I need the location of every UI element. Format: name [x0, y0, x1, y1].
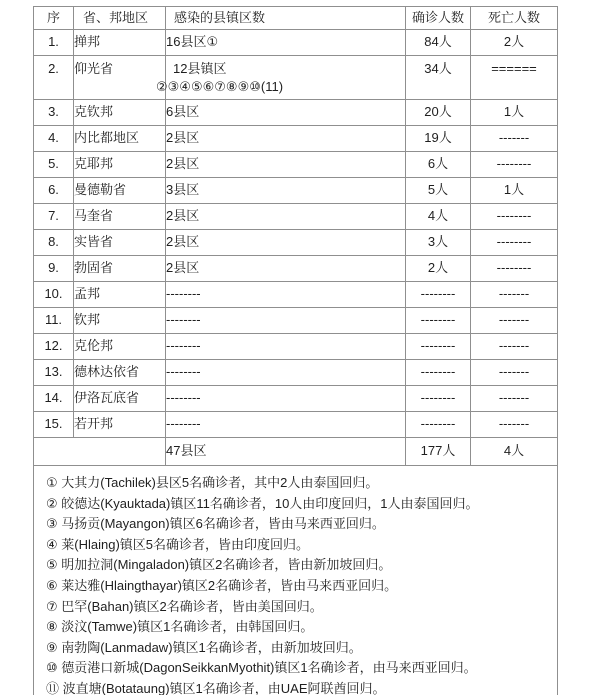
- region-cell: 仰光省: [74, 56, 166, 100]
- footnote: ④ 莱(Hlaing)镇区5名确诊者，皆由印度回归。: [46, 536, 310, 552]
- region-cell: 实皆省: [74, 230, 166, 256]
- footnote: ⑦ 巴罕(Bahan)镇区2名确诊者，皆由美国回归。: [46, 598, 323, 614]
- footnote: ③ 马扬贡(Mayangon)镇区6名确诊者，皆由马来西亚回归。: [46, 516, 385, 532]
- districts-cell: --------: [166, 386, 406, 412]
- footnote: ⑨ 南勃陶(Lanmadaw)镇区1名确诊者，由新加坡回归。: [46, 639, 362, 655]
- seq-cell: 11.: [34, 308, 74, 334]
- seq-cell: 14.: [34, 386, 74, 412]
- covid-region-table: [33, 6, 558, 695]
- seq-cell: 15.: [34, 412, 74, 438]
- confirmed-cell: 3人: [406, 230, 471, 256]
- region-row: [34, 56, 558, 100]
- total-empty-cell: [34, 438, 166, 466]
- footnote: ⑪ 波直塘(Botataung)镇区1名确诊者，由UAE阿联酋回归。: [46, 680, 386, 695]
- districts-cell: --------: [166, 308, 406, 334]
- confirmed-cell: --------: [406, 308, 471, 334]
- seq-cell: 8.: [34, 230, 74, 256]
- confirmed-cell: --------: [406, 412, 471, 438]
- deaths-cell: 1人: [471, 100, 558, 126]
- deaths-cell: --------: [471, 152, 558, 178]
- region-cell: 克伦邦: [74, 334, 166, 360]
- districts-cell: 6县区: [166, 100, 406, 126]
- districts-cell: [156, 56, 406, 100]
- districts-cell: --------: [166, 360, 406, 386]
- region-cell: 马奎省: [74, 204, 166, 230]
- header-region: 省、邦地区: [74, 7, 166, 30]
- districts-line2: ②③④⑤⑥⑦⑧⑨⑩(11): [156, 79, 284, 95]
- region-row: [34, 360, 558, 386]
- seq-cell: 12.: [34, 334, 74, 360]
- districts-cell: --------: [166, 412, 406, 438]
- region-row: [34, 152, 558, 178]
- region-cell: 钦邦: [74, 308, 166, 334]
- seq-cell: 9.: [34, 256, 74, 282]
- total-deaths-cell: 4人: [471, 438, 558, 466]
- region-cell: 掸邦: [74, 30, 166, 56]
- region-row: [34, 282, 558, 308]
- region-cell: 克耶邦: [74, 152, 166, 178]
- confirmed-cell: 34人: [406, 56, 471, 100]
- region-cell: 伊洛瓦底省: [74, 386, 166, 412]
- districts-cell: --------: [166, 334, 406, 360]
- deaths-cell: 2人: [471, 30, 558, 56]
- deaths-cell: -------: [471, 360, 558, 386]
- deaths-cell: --------: [471, 230, 558, 256]
- deaths-cell: --------: [471, 256, 558, 282]
- footnote: ⑥ 莱达雅(Hlaingthayar)镇区2名确诊者，皆由马来西亚回归。: [46, 577, 398, 593]
- region-row: [34, 30, 558, 56]
- districts-line1: 12县镇区: [173, 61, 227, 76]
- table-header-row: [34, 7, 558, 30]
- deaths-cell: -------: [471, 308, 558, 334]
- region-row: [34, 230, 558, 256]
- districts-cell: 2县区: [166, 126, 406, 152]
- seq-cell: 13.: [34, 360, 74, 386]
- seq-cell: 3.: [34, 100, 74, 126]
- confirmed-cell: 4人: [406, 204, 471, 230]
- seq-cell: 5.: [34, 152, 74, 178]
- deaths-cell: -------: [471, 386, 558, 412]
- region-row: [34, 126, 558, 152]
- header-seq: 序: [34, 7, 74, 30]
- region-cell: 曼德勒省: [74, 178, 166, 204]
- districts-cell: 2县区: [166, 152, 406, 178]
- region-row: [34, 204, 558, 230]
- seq-cell: 6.: [34, 178, 74, 204]
- seq-cell: 4.: [34, 126, 74, 152]
- seq-cell: 7.: [34, 204, 74, 230]
- deaths-cell: --------: [471, 204, 558, 230]
- region-row: [34, 178, 558, 204]
- footnote: ② 皎德达(Kyauktada)镇区11名确诊者，10人由印度回归，1人由泰国回归。: [46, 495, 479, 511]
- footnotes-row: [34, 466, 558, 695]
- districts-cell: 2县区: [166, 204, 406, 230]
- deaths-cell: -------: [471, 126, 558, 152]
- header-deaths: 死亡人数: [471, 7, 558, 30]
- region-row: [34, 308, 558, 334]
- deaths-cell: -------: [471, 282, 558, 308]
- districts-cell: 16县区①: [166, 30, 406, 56]
- region-cell: 若开邦: [74, 412, 166, 438]
- confirmed-cell: 2人: [406, 256, 471, 282]
- deaths-cell: -------: [471, 334, 558, 360]
- footnote: ⑧ 淡汶(Tamwe)镇区1名确诊者，由韩国回归。: [46, 619, 314, 635]
- region-cell: 勃固省: [74, 256, 166, 282]
- region-row: [34, 386, 558, 412]
- confirmed-cell: --------: [406, 360, 471, 386]
- confirmed-cell: 20人: [406, 100, 471, 126]
- region-row: [34, 100, 558, 126]
- footnote: ① 大其力(Tachilek)县区5名确诊者，其中2人由泰国回归。: [46, 475, 379, 490]
- header-confirmed: 确诊人数: [406, 7, 471, 30]
- region-cell: 孟邦: [74, 282, 166, 308]
- total-districts-cell: 47县区: [166, 438, 406, 466]
- region-row: [34, 412, 558, 438]
- confirmed-cell: 84人: [406, 30, 471, 56]
- deaths-cell: 1人: [471, 178, 558, 204]
- header-districts: 感染的县镇区数: [166, 7, 406, 30]
- seq-cell: 1.: [34, 30, 74, 56]
- region-cell: 内比都地区: [74, 126, 166, 152]
- footnotes-block: [34, 466, 558, 695]
- region-cell: 克钦邦: [74, 100, 166, 126]
- deaths-cell: -------: [471, 412, 558, 438]
- region-cell: 德林达依省: [74, 360, 166, 386]
- districts-cell: 3县区: [166, 178, 406, 204]
- deaths-cell: ======: [471, 56, 558, 100]
- confirmed-cell: --------: [406, 282, 471, 308]
- districts-cell: --------: [166, 282, 406, 308]
- districts-cell: 2县区: [166, 256, 406, 282]
- confirmed-cell: 19人: [406, 126, 471, 152]
- seq-cell: 10.: [34, 282, 74, 308]
- total-confirmed-cell: 177人: [406, 438, 471, 466]
- region-row: [34, 334, 558, 360]
- districts-cell: 2县区: [166, 230, 406, 256]
- region-row: [34, 256, 558, 282]
- confirmed-cell: --------: [406, 334, 471, 360]
- confirmed-cell: 6人: [406, 152, 471, 178]
- seq-cell: 2.: [34, 56, 74, 100]
- confirmed-cell: 5人: [406, 178, 471, 204]
- confirmed-cell: --------: [406, 386, 471, 412]
- footnote: ⑩ 德贡港口新城(DagonSeikkanMyothit)镇区1名确诊者，由马来西亚回归。: [46, 660, 477, 676]
- total-row: [34, 438, 558, 466]
- footnote: ⑤ 明加拉洞(Mingaladon)镇区2名确诊者，皆由新加坡回归。: [46, 557, 392, 573]
